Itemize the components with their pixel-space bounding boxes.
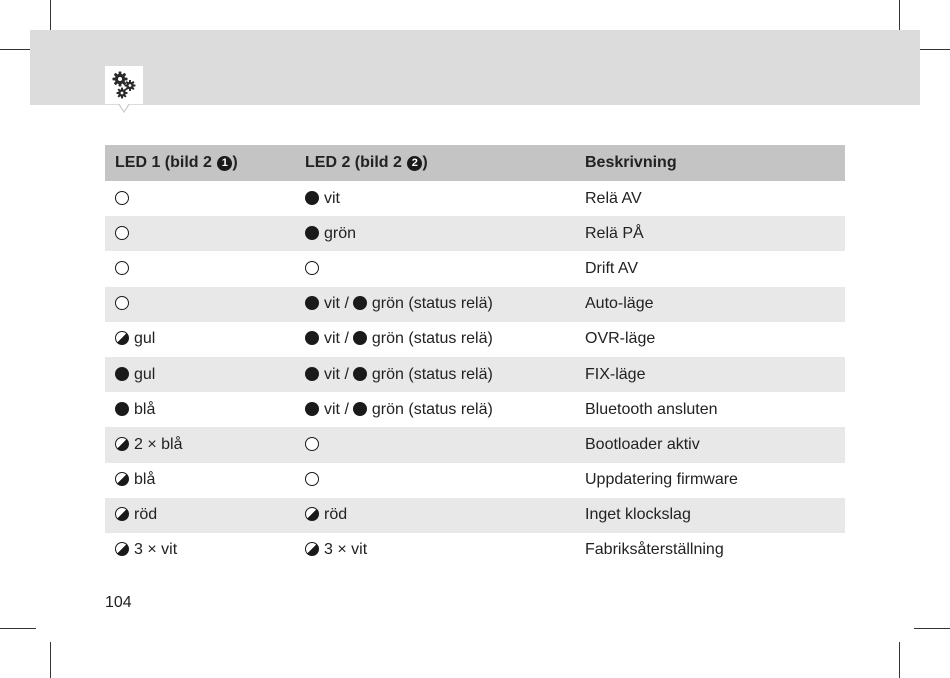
led1-cell [105, 287, 295, 322]
led-off-icon [305, 261, 319, 275]
led2-cell [295, 533, 575, 568]
table-row [105, 287, 845, 322]
led-on-icon [305, 226, 319, 240]
led-blink-icon [305, 507, 319, 521]
led-on-icon [305, 296, 319, 310]
led-off-icon [305, 437, 319, 451]
description-cell: Inget klockslag [575, 498, 845, 533]
led1-label: blå [134, 400, 156, 418]
column-header-description: Beskrivning [575, 145, 845, 181]
led2-cell [295, 251, 575, 286]
led2-cell [295, 357, 575, 392]
description-cell: Drift AV [585, 259, 639, 277]
table-row [105, 392, 845, 427]
led2-label: vit [324, 189, 340, 207]
gears-icon [105, 66, 143, 104]
led1-label: blå [134, 471, 156, 489]
led1-cell [105, 392, 295, 427]
led2-label: grön [324, 224, 357, 242]
led-on-icon [115, 402, 129, 416]
led2-label: 3 × vit [324, 541, 368, 559]
description-cell: Auto-läge [575, 287, 845, 322]
table-row [105, 463, 845, 498]
led2-secondary-label: grön (status relä) [371, 365, 493, 383]
led2-label: vit / [324, 365, 349, 383]
description-cell: FIX-läge [575, 357, 845, 392]
marker-number-2: 2 [407, 156, 422, 171]
crop-mark [0, 628, 36, 629]
description-cell: OVR-läge [585, 330, 656, 348]
led-status-table [105, 145, 845, 568]
led2-cell [295, 463, 575, 498]
page-number: 104 [105, 594, 132, 611]
led-on-icon [353, 331, 367, 345]
led1-label: 2 × blå [134, 435, 183, 453]
table-row [105, 251, 845, 286]
table-row [105, 181, 845, 216]
led-off-icon [115, 296, 129, 310]
led-blink-icon [115, 437, 129, 451]
led2-label: röd [324, 506, 348, 524]
led-off-icon [115, 191, 129, 205]
led1-cell [105, 322, 295, 357]
led-off-icon [115, 261, 129, 275]
table-row [105, 427, 845, 462]
crop-mark [914, 628, 950, 629]
led-blink-icon [115, 472, 129, 486]
marker-number-1: 1 [217, 156, 232, 171]
table-row [105, 533, 845, 568]
led1-cell [105, 216, 295, 251]
led1-label: gul [134, 330, 156, 348]
led1-label: 3 × vit [134, 541, 178, 559]
led-on-icon [353, 296, 367, 310]
led2-label: vit / [324, 330, 349, 348]
description-cell: Bootloader aktiv [575, 427, 845, 462]
column-header-led2: LED 2 (bild 2 2 ) [295, 145, 575, 181]
led-on-icon [305, 331, 319, 345]
led2-secondary-label: grön (status relä) [371, 330, 493, 348]
led-off-icon [115, 226, 129, 240]
led2-secondary-label: grön (status relä) [371, 400, 493, 418]
led-on-icon [305, 367, 319, 381]
led1-cell [105, 181, 295, 216]
led2-cell [295, 392, 575, 427]
led-on-icon [305, 402, 319, 416]
description-cell: Relä PÅ [575, 216, 845, 251]
led1-cell [105, 533, 295, 568]
led2-cell [295, 287, 575, 322]
table-row [105, 357, 845, 392]
led2-cell [295, 181, 575, 216]
led-on-icon [353, 402, 367, 416]
led-on-icon [305, 191, 319, 205]
led2-cell [295, 427, 575, 462]
table-row [105, 498, 845, 533]
description-cell: Relä AV [585, 189, 642, 207]
table-header-row [105, 145, 845, 181]
callout-pointer [118, 104, 130, 113]
led2-label: vit / [324, 400, 349, 418]
led1-cell [105, 498, 295, 533]
led-blink-icon [115, 507, 129, 521]
crop-mark [899, 642, 900, 678]
description-cell: Bluetooth ansluten [585, 400, 718, 418]
led2-label: vit / [324, 295, 349, 313]
led2-secondary-label: grön (status relä) [371, 295, 493, 313]
led2-cell [295, 498, 575, 533]
led1-cell [105, 463, 295, 498]
led1-cell [105, 251, 295, 286]
led-blink-icon [115, 542, 129, 556]
column-header-led1: LED 1 (bild 2 1 ) [105, 145, 295, 181]
description-cell: Uppdatering firmware [585, 471, 738, 489]
led-on-icon [115, 367, 129, 381]
crop-mark [50, 642, 51, 678]
led-blink-icon [115, 331, 129, 345]
led2-cell [295, 216, 575, 251]
header-band [30, 30, 920, 105]
led-blink-icon [305, 542, 319, 556]
table-row [105, 322, 845, 357]
led1-label: röd [134, 506, 158, 524]
led1-cell [105, 357, 295, 392]
led1-cell [105, 427, 295, 462]
led-off-icon [305, 472, 319, 486]
led2-cell [295, 322, 575, 357]
led-on-icon [353, 367, 367, 381]
description-cell: Fabriksåterställning [585, 541, 724, 559]
led1-label: gul [134, 365, 156, 383]
table-row [105, 216, 845, 251]
